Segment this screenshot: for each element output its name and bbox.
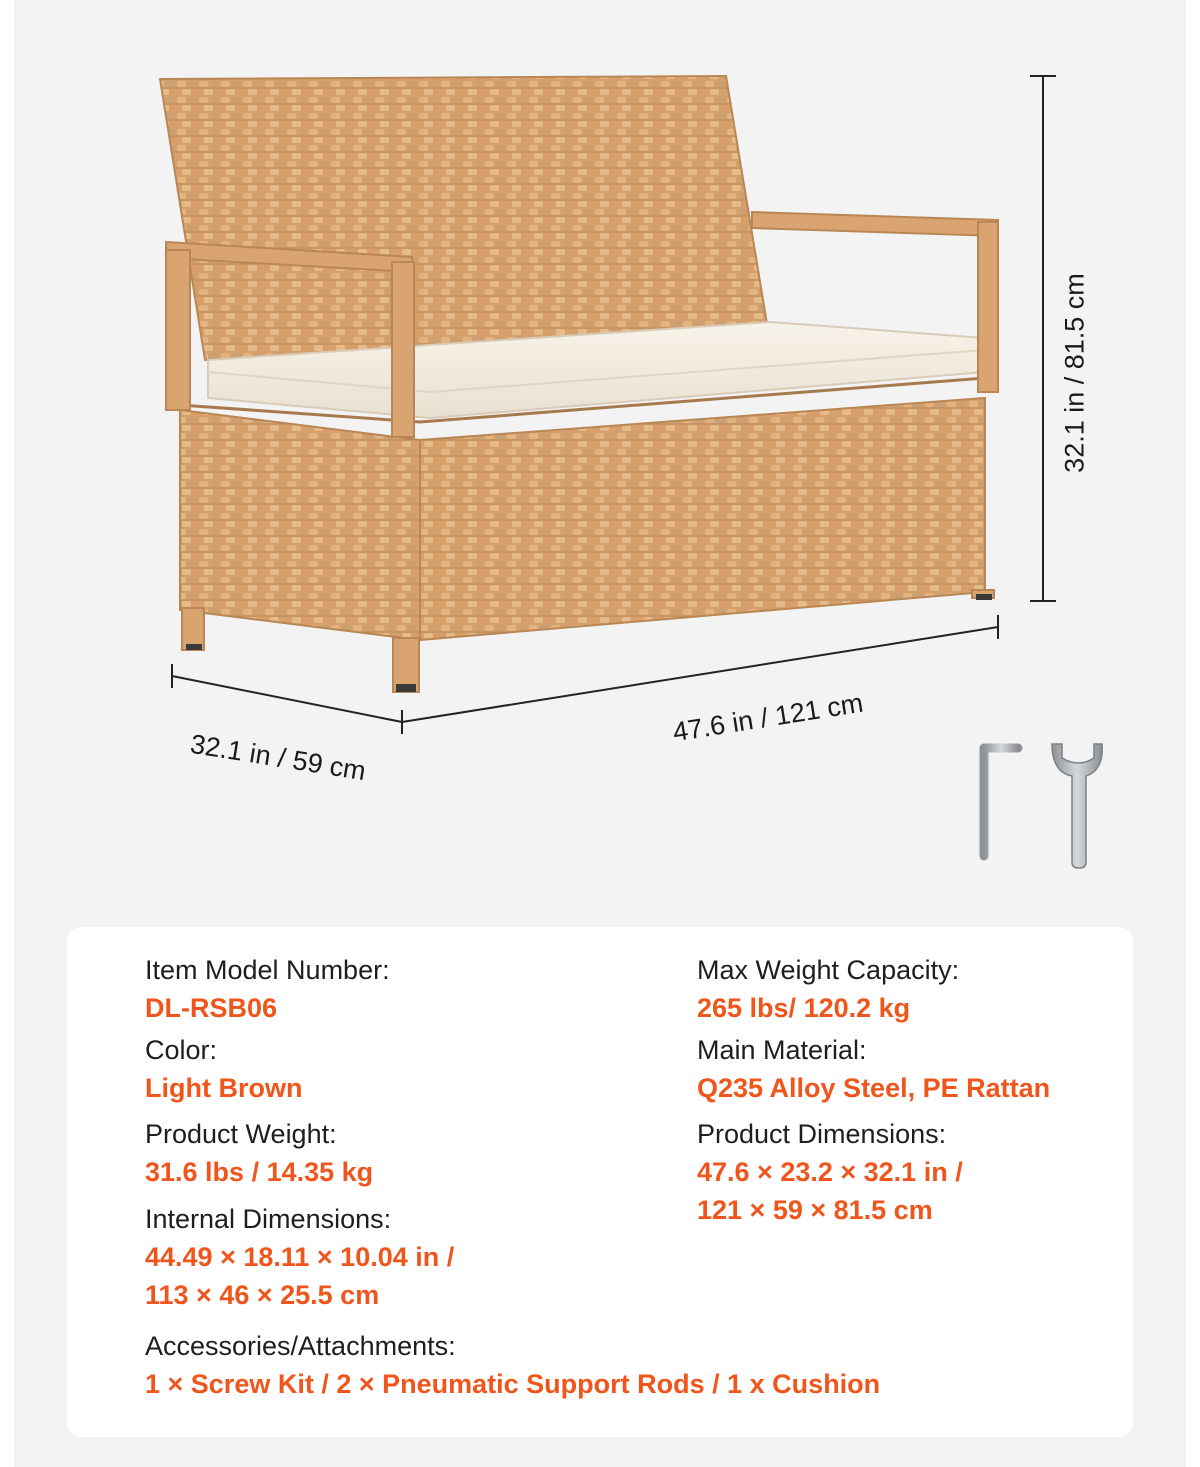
spec-label: Main Material: <box>697 1035 867 1065</box>
height-dimension-line <box>1030 76 1056 601</box>
spec-value: DL-RSB06 <box>145 993 278 1023</box>
spec-value: Light Brown <box>145 1073 303 1103</box>
spec-internal-dimensions <box>145 1200 454 1314</box>
spec-label: Product Weight: <box>145 1119 337 1149</box>
rattan-bench-image <box>160 76 998 692</box>
spec-model-number <box>145 951 390 1027</box>
hex-key-icon <box>984 748 1018 856</box>
spec-color <box>145 1031 302 1107</box>
spec-max-weight <box>697 951 959 1027</box>
spec-value-line1: 44.49 × 18.11 × 10.04 in / <box>145 1242 455 1272</box>
spec-label: Product Dimensions: <box>697 1119 947 1149</box>
depth-dimension-line <box>172 664 402 722</box>
spec-value: Q235 Alloy Steel, PE Rattan <box>697 1073 1051 1103</box>
specifications-card <box>67 927 1133 1437</box>
spec-value-line2: 121 × 59 × 81.5 cm <box>697 1195 933 1225</box>
wrench-icon <box>1052 744 1102 868</box>
spec-label: Color: <box>145 1035 218 1065</box>
spec-value-line2: 113 × 46 × 25.5 cm <box>145 1280 380 1310</box>
spec-value: 265 lbs/ 120.2 kg <box>697 993 911 1023</box>
spec-label: Item Model Number: <box>145 955 390 985</box>
spec-value: 1 × Screw Kit / 2 × Pneumatic Support Rods / 1 x Cushion <box>145 1369 881 1399</box>
spec-label: Max Weight Capacity: <box>697 955 960 985</box>
spec-value-line1: 47.6 × 23.2 × 32.1 in / <box>697 1157 963 1187</box>
spec-label: Accessories/Attachments: <box>145 1331 456 1361</box>
spec-product-weight <box>145 1115 373 1191</box>
spec-label: Internal Dimensions: <box>145 1204 392 1234</box>
spec-value: 31.6 lbs / 14.35 kg <box>145 1157 374 1187</box>
spec-accessories <box>145 1327 880 1403</box>
height-dimension-label: 32.1 in / 81.5 cm <box>1059 273 1090 473</box>
width-dimension-label: 47.6 in / 121 cm <box>670 687 866 748</box>
spec-main-material <box>697 1031 1050 1107</box>
spec-product-dimensions <box>697 1115 963 1229</box>
depth-dimension-label: 32.1 in / 59 cm <box>188 728 368 787</box>
